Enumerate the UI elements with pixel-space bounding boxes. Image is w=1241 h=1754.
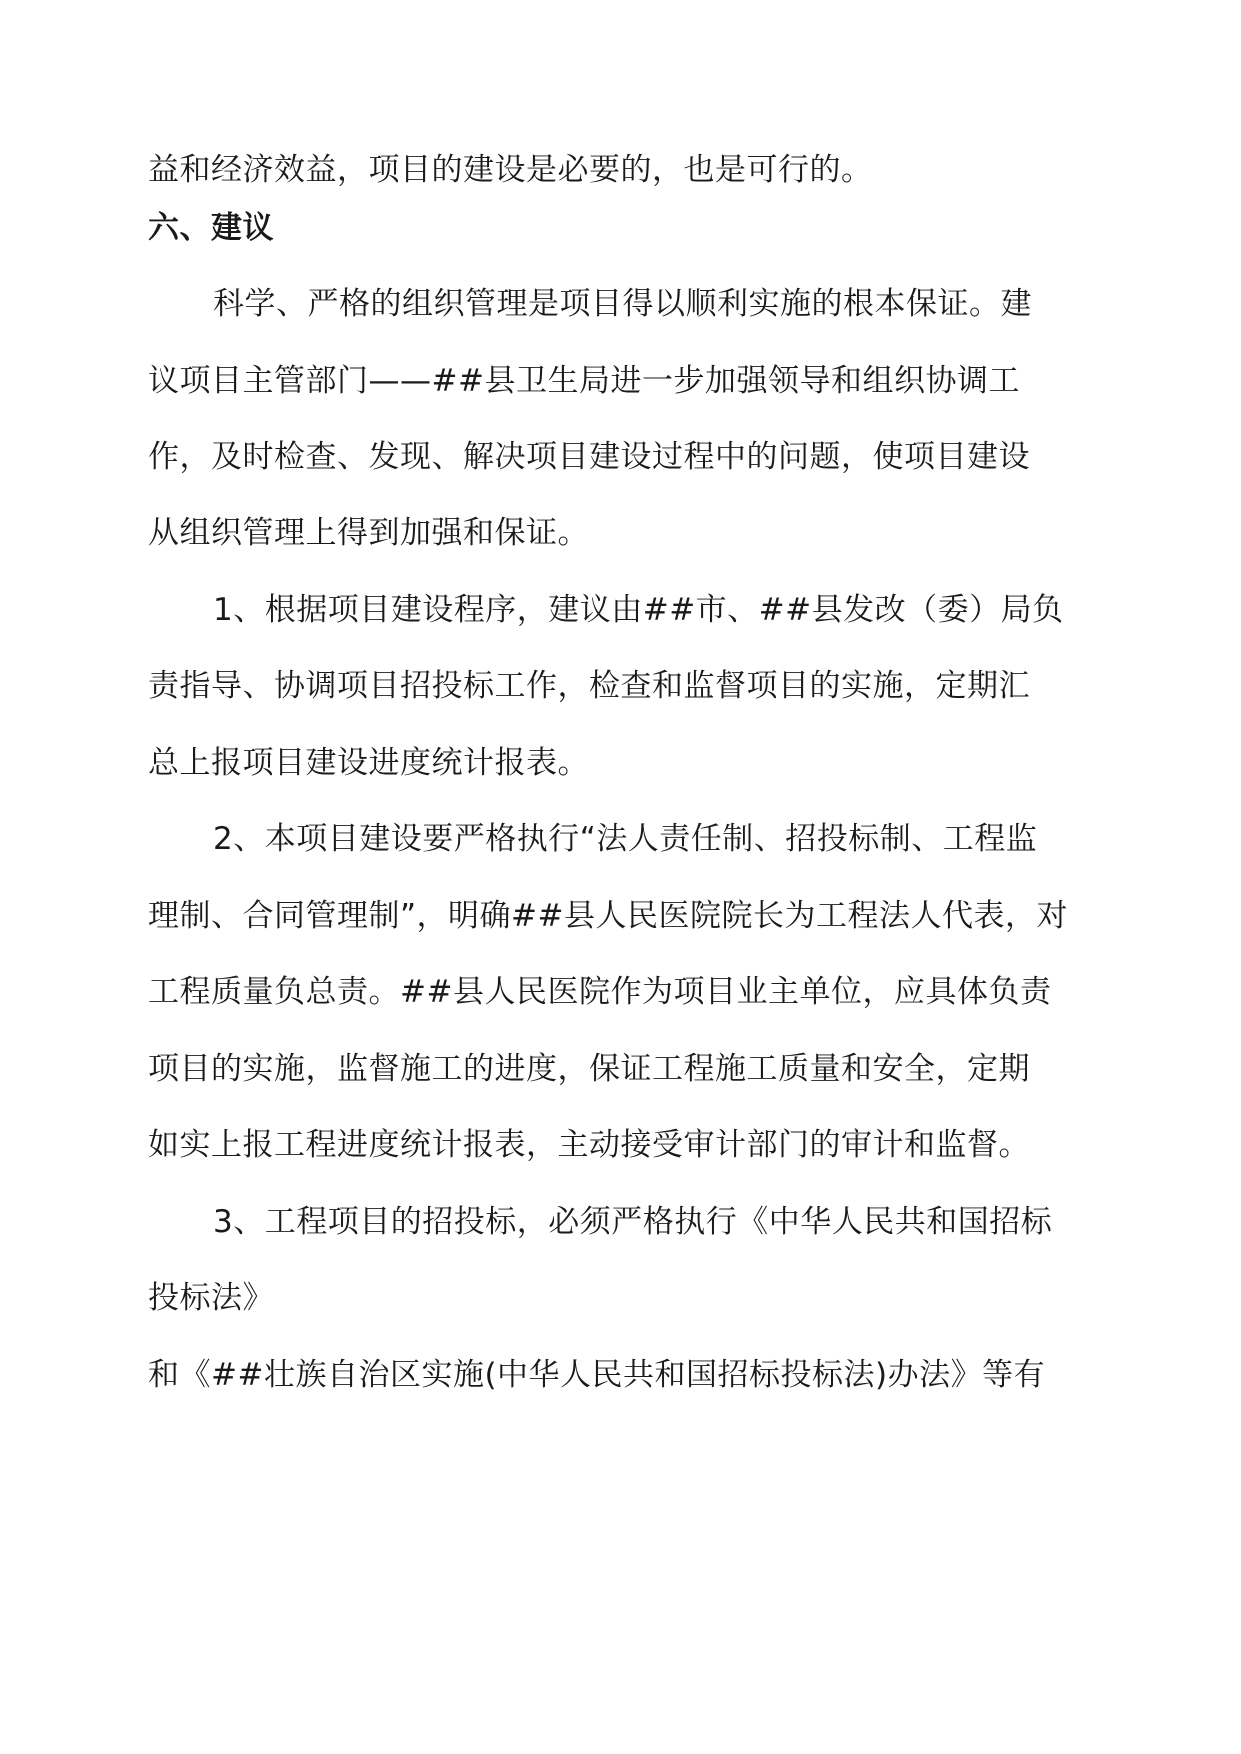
paragraph-line: 工程质量负总责。##县人民医院作为项目业主单位，应具体负责	[148, 974, 1052, 1010]
paragraph-line: 总上报项目建设进度统计报表。	[148, 745, 589, 781]
paragraph-line: 1、根据项目建设程序，建议由##市、##县发改（委）局负	[213, 592, 1064, 628]
paragraph-line: 和《##壮族自治区实施(中华人民共和国招标投标法)办法》等有	[148, 1357, 1046, 1393]
paragraph-line: 3、工程项目的招投标，必须严格执行《中华人民共和国招标	[213, 1204, 1053, 1240]
paragraph-line: 作，及时检查、发现、解决项目建设过程中的问题，使项目建设	[148, 439, 1030, 475]
paragraph-line: 责指导、协调项目招投标工作，检查和监督项目的实施，定期汇	[148, 668, 1030, 704]
paragraph-line: 科学、严格的组织管理是项目得以顺利实施的根本保证。建	[213, 286, 1032, 322]
paragraph-line: 议项目主管部门——##县卫生局进一步加强领导和组织协调工	[148, 363, 1020, 399]
paragraph-line: 如实上报工程进度统计报表，主动接受审计部门的审计和监督。	[148, 1127, 1030, 1163]
paragraph-line: 益和经济效益，项目的建设是必要的，也是可行的。	[148, 152, 873, 188]
paragraph-line: 项目的实施，监督施工的进度，保证工程施工质量和安全，定期	[148, 1051, 1030, 1087]
paragraph-line: 从组织管理上得到加强和保证。	[148, 515, 589, 551]
section-heading: 六、建议	[148, 210, 274, 246]
paragraph-line: 理制、合同管理制”，明确##县人民医院院长为工程法人代表，对	[148, 898, 1069, 934]
paragraph-line: 投标法》	[148, 1280, 274, 1316]
paragraph-line: 2、本项目建设要严格执行“法人责任制、招投标制、工程监	[213, 821, 1038, 857]
